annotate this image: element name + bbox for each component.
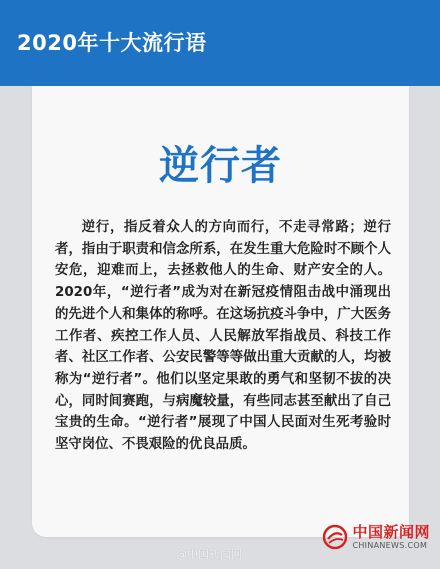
header-band: [0, 0, 440, 86]
globe-logo-icon: [322, 524, 348, 550]
header-title: 2020年十大流行语: [17, 31, 207, 55]
logo-name-cn: 中国新闻网: [352, 522, 430, 541]
card-title: 逆行者: [159, 143, 282, 189]
content-card: [32, 86, 409, 537]
chinanews-logo: [322, 522, 430, 552]
logo-name-en: CHINANEWS.COM: [352, 540, 428, 550]
body-paragraph: 逆行，指反着众人的方向而行，不走寻常路；逆行者，指由于职责和信念所系，在发生重大危险时不顾个人安危，迎难而上，去拯救他人的生命、财产安全的人。2020年，“逆行者”成为对在新冠疫情阻击战中涌现出的先进个人和集体的称呼。在这场抗疫斗争中，广大医务工作者、疾控工作人员、人民解放军指战员、科技工作者、社区工作者、公安民警等等做出重大贡献的人，均被称为“逆行者”。他们以坚定果敢的勇气和坚韧不拔的决心，同时间赛跑，与病魔较量，有些同志甚至献出了自己宝贵的生命。“逆行者”展现了中国人民面对生死考验时坚守岗位、不畏艰险的优良品质。: [55, 220, 391, 453]
weibo-watermark: @中国新闻网: [176, 548, 242, 561]
